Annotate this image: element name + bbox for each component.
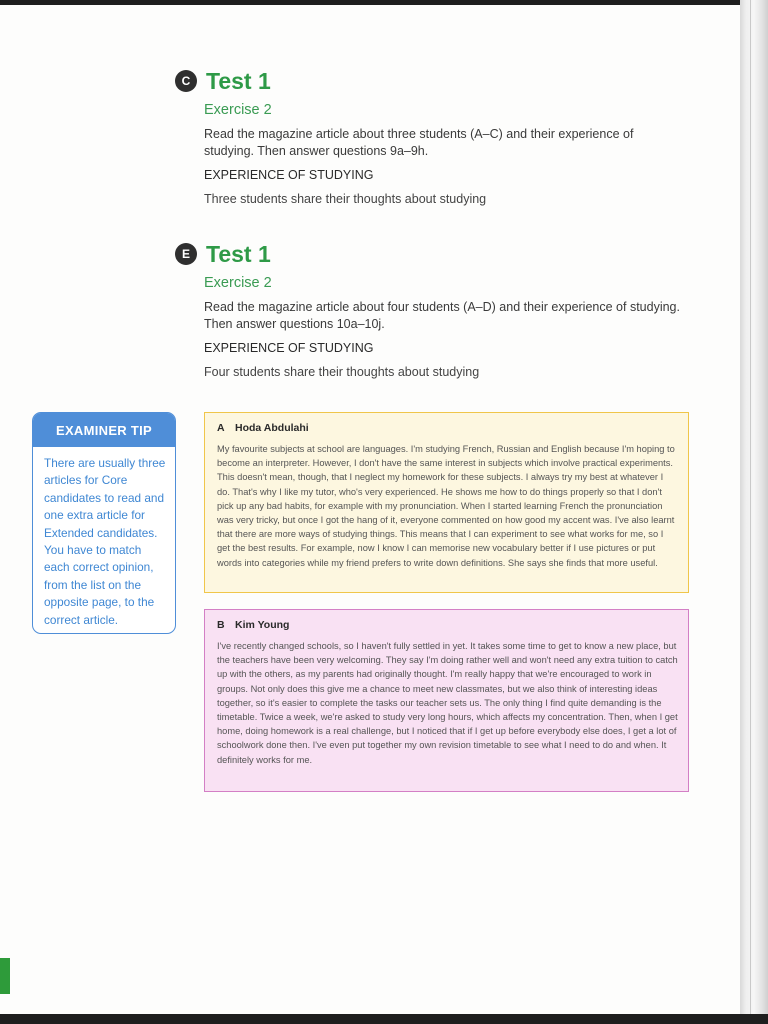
article-a <box>204 412 689 593</box>
article-letter: A <box>217 422 225 434</box>
test-heading <box>175 66 695 96</box>
test-title: Test 1 <box>206 240 271 267</box>
article-text: I've recently changed schools, so I haven't fully settled in yet. It takes some time to get to know a new place, but the teachers have been very welcoming. They say I'm doing rather well and won't need any extra tuition to catch up with the others, as my parents had originally thought. I'm really happy that we're encouraged to work in groups. Not only does this give me a chance to meet new classmates, but we also think of interesting ideas together, so it's easier to complete the tasks our teacher sets us. The only thing I find quite demanding is the timetable. Twice a week, we're asked to study very long hours, which affects my concentration. Then, when I get home, doing homework is a real challenge, but I noticed that if I get up before everybody else does, I get a lot of schoolwork done then. I've even put together my own revision timetable to see what I need to do and when. It definitely works for me. <box>217 641 678 765</box>
gutter-line <box>750 0 751 1024</box>
instructions: Read the magazine article about three students (A–C) and their experience of studying. Then answer questions 9a–9h. <box>204 127 634 158</box>
article-b <box>204 609 689 792</box>
article-subheading: Three students share their thoughts about studying <box>204 192 487 206</box>
page-top-edge <box>0 0 768 5</box>
examiner-tip-text: There are usually three articles for Core candidates to read and one extra article for Extended candidates. You have to match each correct opinion, from the list on the opposite page, to the correct article. <box>44 456 166 627</box>
article-subheading: Four students share their thoughts about studying <box>204 365 480 379</box>
page-gutter <box>740 0 768 1024</box>
article-header <box>217 619 688 631</box>
article-heading: EXPERIENCE OF STUDYING <box>204 168 374 182</box>
exercise-label: Exercise 2 <box>204 102 272 118</box>
article-letter: B <box>217 619 225 631</box>
extended-test-section <box>175 239 695 379</box>
examiner-tip-box <box>32 412 176 634</box>
extended-badge-icon: E <box>175 243 197 265</box>
page-bottom-edge <box>0 1014 768 1024</box>
article-heading: EXPERIENCE OF STUDYING <box>204 341 374 355</box>
article-author: Kim Young <box>235 619 290 631</box>
page-tab-marker <box>0 958 10 994</box>
article-text: My favourite subjects at school are languages. I'm studying French, Russian and English because I'm hoping to become an interpreter. However, I don't have the same interest in subjects which involve practical experiments. This doesn't mean, though, that I neglect my homework for these subjects. I always try my best at whatever I do. That's why I like my tutor, who's very experienced. He shows me how to do things properly so that I don't pick up any bad habits, for example with my pronunciation. When I started learning French the pronunciation was very tricky, but once I got the hang of it, everyone commented on how good my accent was. I've also learnt that there are more ways of studying things. This means that I can experiment to see what works for me, so I get the best results. For example, now I know I can memorise new vocabulary better if I use pictures or put words into categories while my friend prefers to write down definitions. She says she finds that more useful. <box>217 444 675 568</box>
article-header <box>217 422 688 434</box>
test-heading <box>175 239 695 269</box>
core-badge-icon: C <box>175 70 197 92</box>
test-title: Test 1 <box>206 67 271 94</box>
examiner-tip-title: EXAMINER TIP <box>33 413 175 447</box>
instructions: Read the magazine article about four students (A–D) and their experience of studying. Then answer questions 10a–10j. <box>204 300 680 331</box>
article-author: Hoda Abdulahi <box>235 422 309 434</box>
exercise-label: Exercise 2 <box>204 275 272 291</box>
core-test-section <box>175 66 695 206</box>
